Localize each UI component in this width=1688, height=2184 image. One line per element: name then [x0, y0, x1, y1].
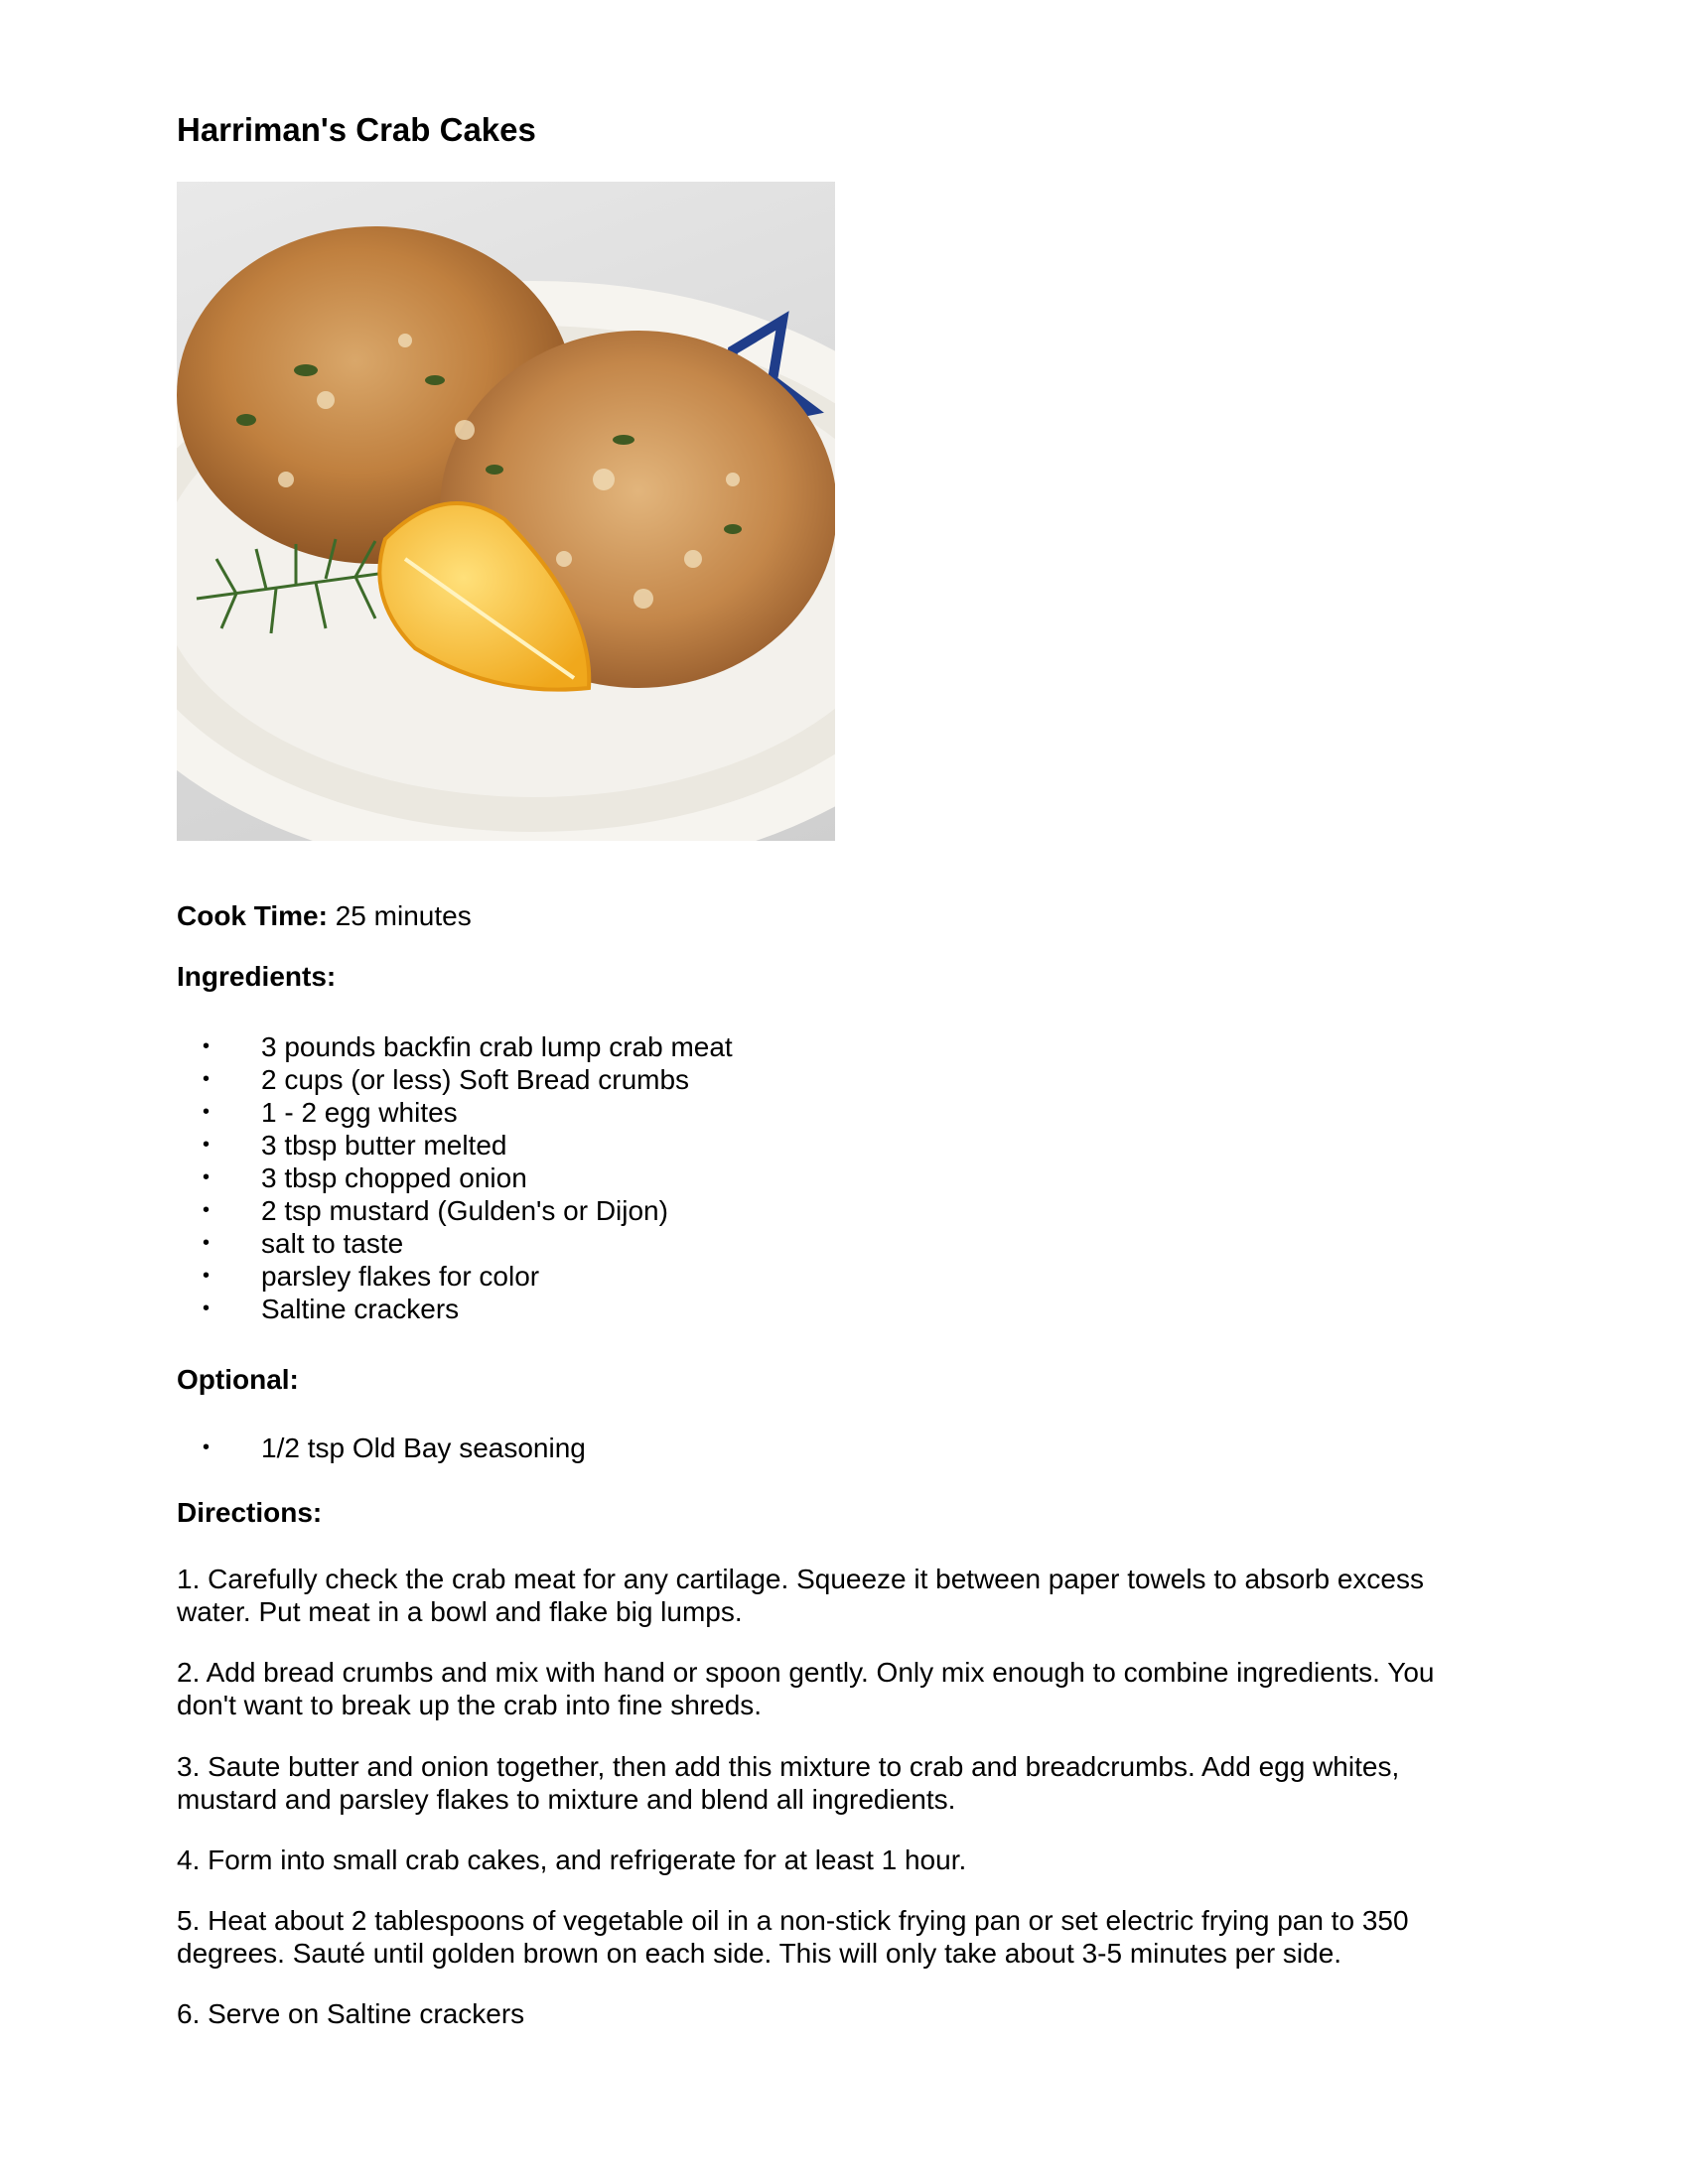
bullet-icon: •: [203, 1232, 211, 1254]
cook-time: [177, 899, 472, 932]
list-item: • 2 cups (or less) Soft Bread crumbs: [203, 1064, 690, 1095]
cook-time-label: Cook Time:: [177, 900, 328, 931]
list-item: • parsley flakes for color: [203, 1261, 540, 1292]
bullet-icon: •: [203, 1101, 211, 1123]
bullet-icon: •: [203, 1297, 211, 1319]
bullet-icon: •: [203, 1035, 211, 1057]
optional-list: [177, 1432, 586, 1464]
optional-heading: Optional:: [177, 1364, 299, 1395]
list-item: • 3 tbsp chopped onion: [203, 1162, 527, 1193]
bullet-icon: •: [203, 1436, 211, 1458]
crab-cakes-illustration: [177, 182, 835, 841]
recipe-title: Harriman's Crab Cakes: [177, 111, 536, 148]
list-item: • 3 pounds backfin crab lump crab meat: [203, 1031, 733, 1062]
directions-heading: Directions:: [177, 1497, 323, 1528]
direction-step-6: 6. Serve on Saltine crackers: [177, 1998, 525, 2029]
direction-step-1: 1. Carefully check the crab meat for any cartilage. Squeeze it between paper towels to absorb excess water. Put meat in a bowl and flake big lumps.: [177, 1564, 1425, 1627]
bullet-icon: •: [203, 1166, 211, 1188]
list-item: • 1/2 tsp Old Bay seasoning: [203, 1433, 586, 1463]
crab-cakes-photo: [177, 182, 835, 841]
direction-step-4: 4. Form into small crab cakes, and refrigerate for at least 1 hour.: [177, 1844, 967, 1875]
bullet-icon: •: [203, 1068, 211, 1090]
list-item: • 2 tsp mustard (Gulden's or Dijon): [203, 1195, 668, 1226]
direction-step-3: 3. Saute butter and onion together, then add this mixture to crab and breadcrumbs. Add egg whites, mustard and parsley flakes to mixture and blend all ingredients.: [177, 1751, 1400, 1815]
bullet-icon: •: [203, 1134, 211, 1156]
ingredients-heading: Ingredients:: [177, 961, 337, 992]
list-item: • salt to taste: [203, 1228, 404, 1259]
list-item: • Saltine crackers: [203, 1294, 460, 1324]
direction-step-5: 5. Heat about 2 tablespoons of vegetable oil in a non-stick frying pan or set electric frying pan to 350 degrees. Sauté until golden brown on each side. This will only take about 3-5 minutes per side.: [177, 1905, 1409, 1969]
cook-time-value: 25 minutes: [327, 900, 472, 931]
list-item: • 1 - 2 egg whites: [203, 1097, 458, 1128]
bullet-icon: •: [203, 1265, 211, 1287]
ingredients-list: [177, 1030, 733, 1325]
bullet-icon: •: [203, 1199, 211, 1221]
list-item: • 3 tbsp butter melted: [203, 1130, 507, 1160]
direction-step-2: 2. Add bread crumbs and mix with hand or spoon gently. Only mix enough to combine ingredients. You don't want to break up the crab into fine shreds.: [177, 1657, 1435, 1720]
